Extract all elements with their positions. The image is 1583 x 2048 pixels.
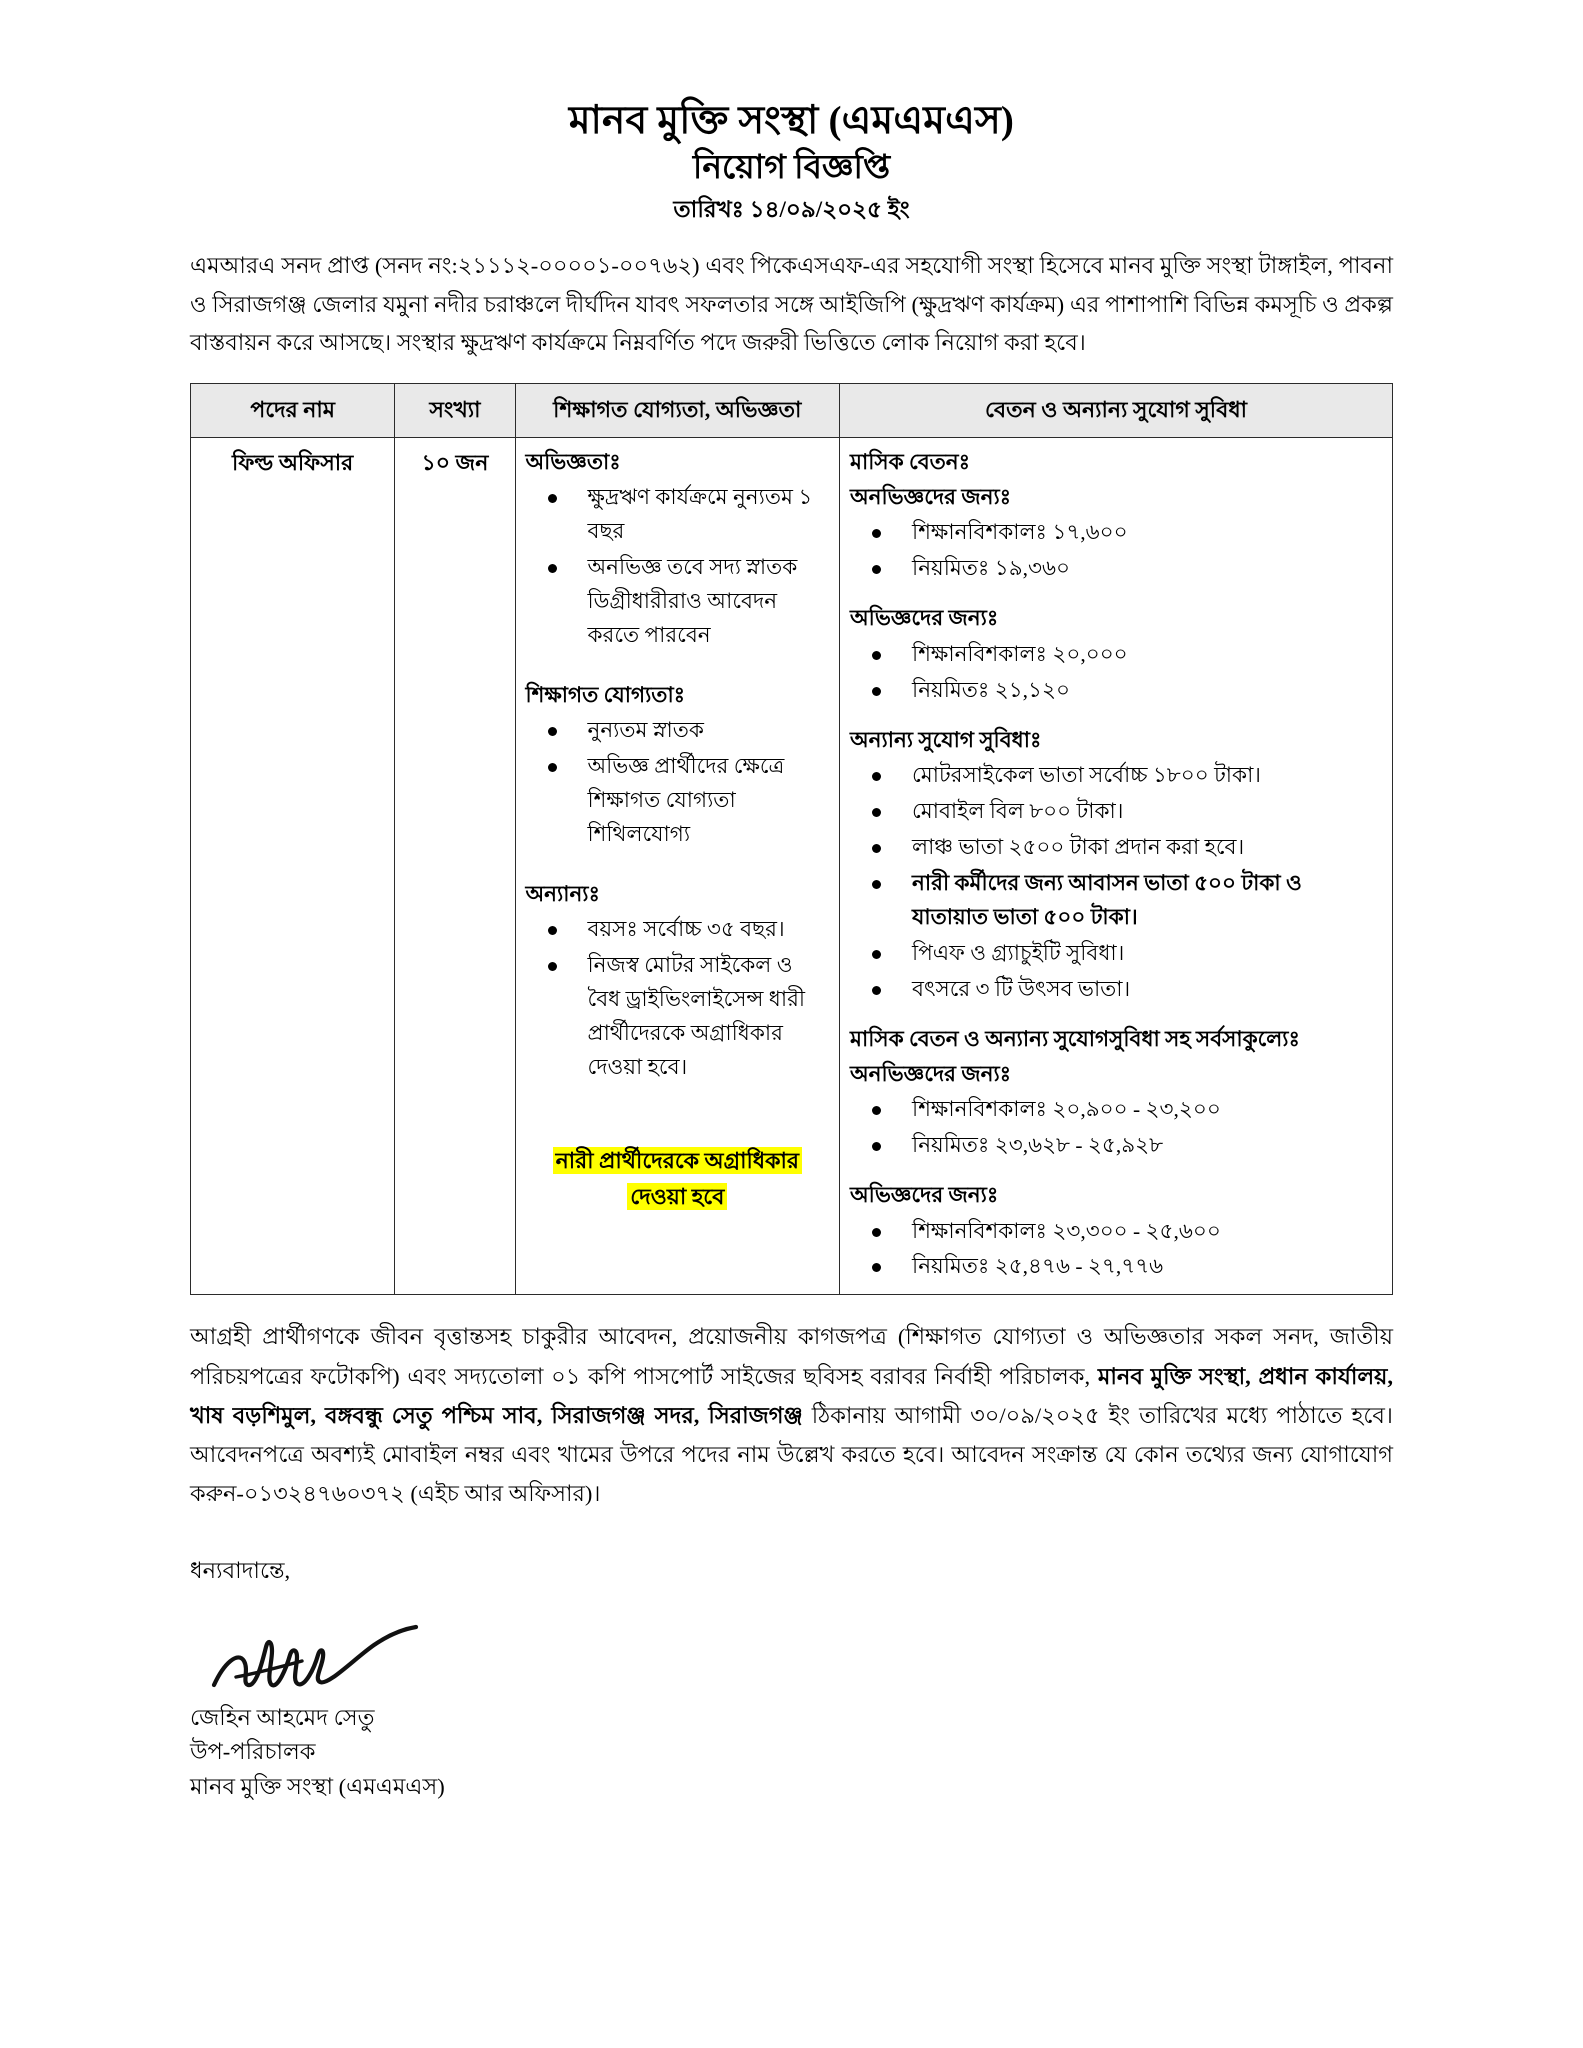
spacer xyxy=(850,710,1382,724)
list-item: মোবাইল বিল ৮০০ টাকা। xyxy=(850,795,1382,829)
table-row xyxy=(191,437,1393,1295)
job-details-table xyxy=(190,383,1393,1295)
closing-text-part1: আগ্রহী প্রার্থীগণকে জীবন বৃত্তান্তসহ চাকুরীর আবেদন, প্রয়োজনীয় কাগজপত্র (শিক্ষাগত যোগ্যতা ও অভিজ্ঞতার সকল সনদ, জাতীয় পরিচয়পত্রের ফটোকপি) এবং সদ্যতোলা ০১ কপি পাসপোর্ট সাইজের ছবিসহ বরাবর নির্বাহী পরিচালক, xyxy=(190,1324,1393,1389)
list-item: অনভিজ্ঞ তবে সদ্য স্নাতক ডিগ্রীধারীরাও আবেদন করতে পারবেন xyxy=(526,551,830,653)
closing-paragraph xyxy=(190,1317,1393,1513)
table-header xyxy=(191,384,1393,438)
cell-education-experience xyxy=(515,437,840,1295)
experienced-salary-list xyxy=(850,638,1382,708)
list-item: শিক্ষানবিশকালঃ ১৭,৬০০ xyxy=(850,516,1382,550)
signatory-name: জেহিন আহমেদ সেতু xyxy=(190,1705,375,1731)
list-item: নিয়মিতঃ ২৫,৪৭৬ - ২৭,৭৭৬ xyxy=(850,1250,1382,1284)
closing-address-bold: মানব মুক্তি সংস্থা, প্রধান কার্যালয়, খাষ বড়শিমুল, বঙ্গবন্ধু সেতু পশ্চিম সাব, সিরাজগঞ্জ সদর, সিরাজগঞ্জ xyxy=(190,1363,1393,1428)
list-item: শিক্ষানবিশকালঃ ২০,৯০০ - ২৩,২০০ xyxy=(850,1093,1382,1127)
inexperienced-heading: অনভিজ্ঞদের জন্যঃ xyxy=(850,485,1012,510)
others-heading: অন্যান্যঃ xyxy=(525,882,600,907)
spacer xyxy=(526,854,830,878)
list-item: অভিজ্ঞ প্রার্থীদের ক্ষেত্রে শিক্ষাগত যোগ্যতা শিথিলযোগ্য xyxy=(526,750,830,852)
column-header-count: সংখ্যা xyxy=(395,384,515,438)
benefits-list xyxy=(850,759,1382,1007)
total-inexperienced-list xyxy=(850,1093,1382,1163)
total-experienced-list xyxy=(850,1215,1382,1285)
list-item: বৎসরে ৩ টি উৎসব ভাতা। xyxy=(850,973,1382,1007)
column-header-salary: বেতন ও অন্যান্য সুযোগ সুবিধা xyxy=(840,384,1393,438)
education-heading: শিক্ষাগত যোগ্যতাঃ xyxy=(525,682,686,707)
monthly-salary-heading: মাসিক বেতনঃ xyxy=(850,449,971,474)
list-item: ক্ষুদ্রঋণ কার্যক্রমে নুন্যতম ১ বছর xyxy=(526,481,830,549)
cell-post-name: ফিল্ড অফিসার xyxy=(191,437,395,1295)
list-item: নারী কর্মীদের জন্য আবাসন ভাতা ৫০০ টাকা ও যাতায়াত ভাতা ৫০০ টাকা। xyxy=(850,867,1382,935)
list-item: পিএফ ও গ্র্যাচুইটি সুবিধা। xyxy=(850,937,1382,971)
list-item: নিয়মিতঃ ১৯,৩৬০ xyxy=(850,552,1382,586)
table-body xyxy=(191,437,1393,1295)
list-item: নুন্যতম স্নাতক xyxy=(526,714,830,748)
experience-heading: অভিজ্ঞতাঃ xyxy=(525,449,621,474)
list-item: শিক্ষানবিশকালঃ ২০,০০০ xyxy=(850,638,1382,672)
spacer xyxy=(850,1009,1382,1023)
total-package-heading: মাসিক বেতন ও অন্যান্য সুযোগসুবিধা সহ সর্বসাকুল্যেঃ xyxy=(850,1026,1300,1051)
organization-title: মানব মুক্তি সংস্থা (এমএমএস) xyxy=(568,99,1015,142)
thanks-line: ধন্যবাদান্তে, xyxy=(190,1558,291,1584)
education-list xyxy=(526,714,830,852)
column-header-post-name: পদের নাম xyxy=(191,384,395,438)
signatory-details xyxy=(190,1701,1393,1804)
intro-paragraph: এমআরএ সনদ প্রাপ্ত (সনদ নং:২১১১২-০০০০১-০০৭৬২) এবং পিকেএসএফ-এর সহযোগী সংস্থা হিসেবে মানব মুক্তি সংস্থা টাঙ্গাইল, পাবনা ও সিরাজগঞ্জ জেলার যমুনা নদীর চরাঞ্চলে দীর্ঘদিন যাবৎ সফলতার সঙ্গে আইজিপি (ক্ষুদ্রঋণ কার্যক্রম) এর পাশাপাশি বিভিন্ন কমসূচি ও প্রকল্প বাস্তবায়ন করে আসছে। সংস্থার ক্ষুদ্রঋণ কার্যক্রমে নিম্নবর্ণিত পদে জরুরী ভিত্তিতে লোক নিয়োগ করা হবে। xyxy=(190,253,1393,356)
closing-text-part2: ঠিকানায় আগামী ৩০/০৯/২০২৫ ইং তারিখের মধ্যে পাঠাতে হবে। আবেদনপত্রে অবশ্যই মোবাইল নম্বর এবং খামের উপরে পদের নাম উল্লেখ করতে হবে। আবেদন সংক্রান্ত যে কোন তথ্যের জন্য যোগাযোগ করুন-০১৩২৪৭৬০৩৭২ (এইচ আর অফিসার)। xyxy=(190,1402,1393,1506)
experienced-heading: অভিজ্ঞদের জন্যঃ xyxy=(850,606,999,631)
spacer xyxy=(850,588,1382,602)
cell-post-count: ১০ জন xyxy=(395,437,515,1295)
others-list xyxy=(526,913,830,1085)
document-header xyxy=(190,96,1393,225)
highlight-line-2: দেওয়া হবে xyxy=(627,1183,727,1210)
list-item: লাঞ্চ ভাতা ২৫০০ টাকা প্রদান করা হবে। xyxy=(850,831,1382,865)
benefits-heading: অন্যান্য সুযোগ সুবিধাঃ xyxy=(850,727,1042,752)
highlight-line-1: নারী প্রার্থীদেরকে অগ্রাধিকার xyxy=(553,1147,802,1174)
cell-salary-benefits xyxy=(840,437,1393,1295)
spacer xyxy=(526,655,830,679)
signatory-designation: উপ-পরিচালক xyxy=(190,1739,316,1765)
list-item: নিয়মিতঃ ২৩,৬২৮ - ২৫,৯২৮ xyxy=(850,1129,1382,1163)
total-experienced-heading: অভিজ্ঞদের জন্যঃ xyxy=(850,1183,999,1208)
spacer xyxy=(850,1165,1382,1179)
column-header-education: শিক্ষাগত যোগ্যতা, অভিজ্ঞতা xyxy=(515,384,840,438)
table-header-row xyxy=(191,384,1393,438)
list-item: শিক্ষানবিশকালঃ ২৩,৩০০ - ২৫,৬০০ xyxy=(850,1215,1382,1249)
notice-date: তারিখঃ ১৪/০৯/২০২৫ ইং xyxy=(673,197,910,223)
inexperienced-salary-list xyxy=(850,516,1382,586)
signatory-organization: মানব মুক্তি সংস্থা (এমএমএস) xyxy=(190,1773,445,1799)
female-priority-highlight xyxy=(526,1143,830,1215)
signature-image xyxy=(190,1611,1393,1697)
experience-list xyxy=(526,481,830,653)
notice-subtitle: নিয়োগ বিজ্ঞপ্তি xyxy=(692,150,891,187)
list-item: নিয়মিতঃ ২১,১২০ xyxy=(850,674,1382,708)
list-item: নিজস্ব মোটর সাইকেল ও বৈধ ড্রাইভিংলাইসেন্স ধারী প্রার্থীদেরকে অগ্রাধিকার দেওয়া হবে। xyxy=(526,949,830,1085)
list-item: মোটরসাইকেল ভাতা সর্বোচ্চ ১৮০০ টাকা। xyxy=(850,759,1382,793)
list-item: বয়সঃ সর্বোচ্চ ৩৫ বছর। xyxy=(526,913,830,947)
total-inexperienced-heading: অনভিজ্ঞদের জন্যঃ xyxy=(850,1061,1012,1086)
